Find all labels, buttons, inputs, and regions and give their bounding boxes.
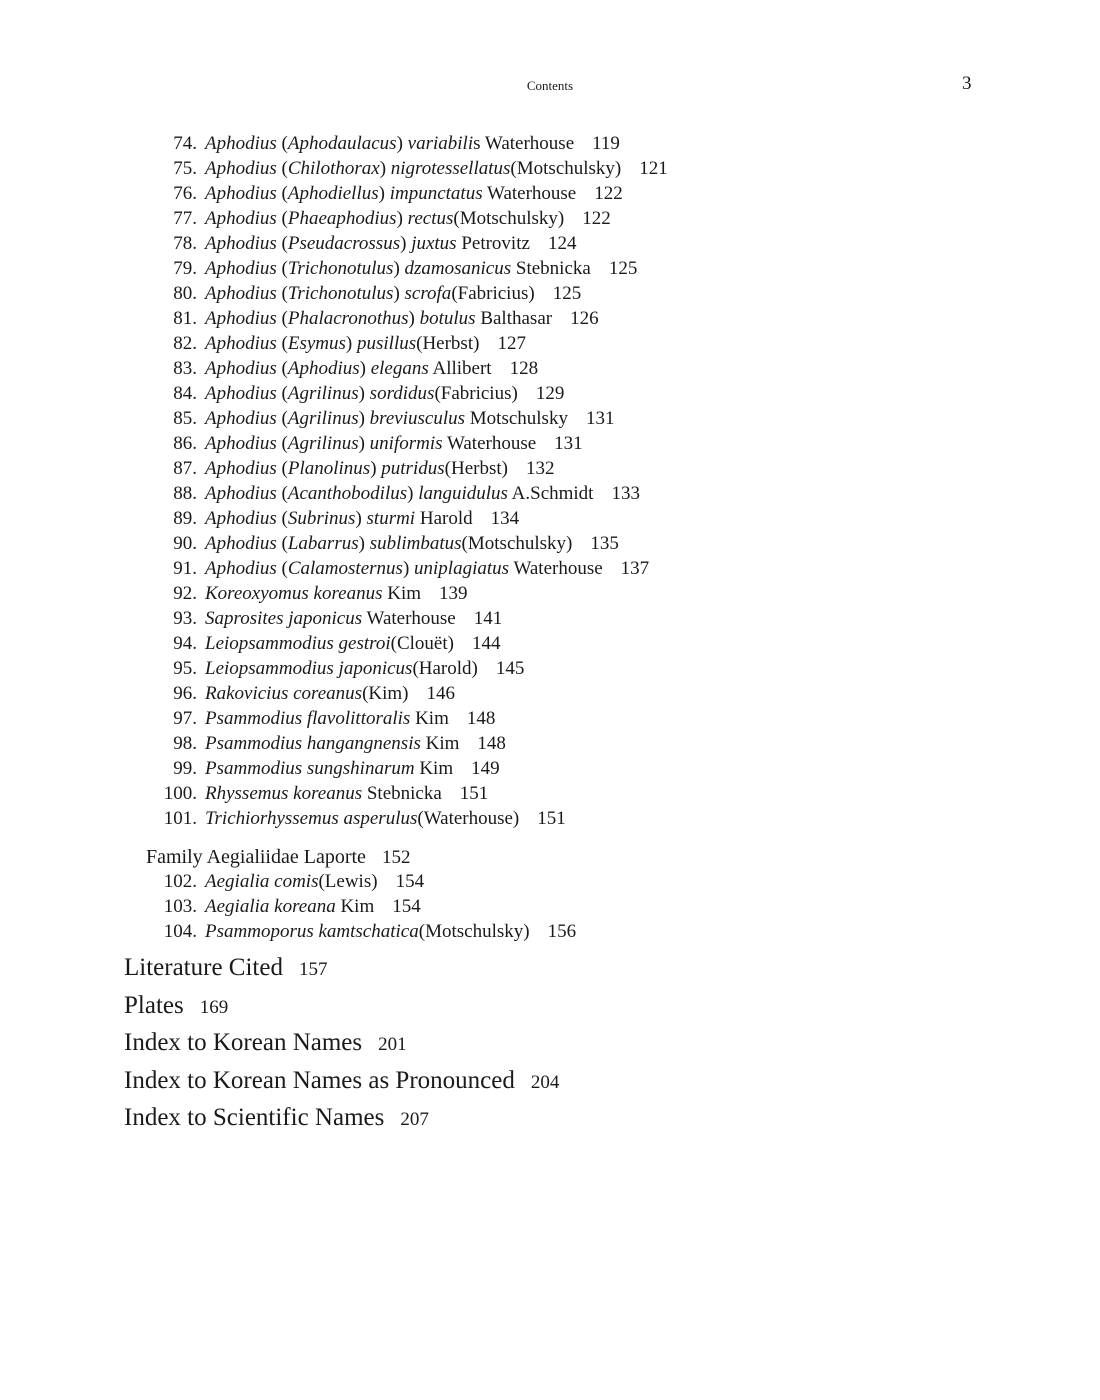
- entry-subgenus: Phalacronothus: [287, 308, 409, 329]
- entry-number: 94.: [173, 633, 197, 654]
- entry-subgenus: Aphodius: [287, 358, 360, 379]
- entry-number: 100.: [163, 783, 197, 804]
- section-label: Index to Korean Names: [124, 1029, 363, 1056]
- entry-genus: Aphodius: [205, 233, 277, 254]
- toc-entry: 74. Aphodius (Aphodaulacus) variabilis Waterhouse 119: [0, 131, 620, 156]
- entry-number: 77.: [173, 208, 197, 229]
- toc-entry: [0, 731, 506, 756]
- entry-author: (Fabricius): [434, 383, 518, 404]
- toc-entry: 84. Aphodius (Agrilinus) sordidus(Fabricius) 129: [0, 381, 564, 406]
- toc-entry: [0, 894, 421, 919]
- entry-species: impunctatus: [389, 183, 483, 204]
- entry-author: (Kim): [362, 683, 409, 704]
- entry-species: japonicus: [288, 608, 363, 629]
- entry-number: 78.: [173, 233, 197, 254]
- entry-species: nigrotessellatus: [390, 158, 511, 179]
- toc-entry: [0, 869, 424, 894]
- entry-page: 154: [395, 871, 425, 892]
- entry-subgenus: Subrinus: [287, 508, 356, 529]
- toc-entry: 88. Aphodius (Acanthobodilus) languidulus A.Schmidt 133: [0, 481, 640, 506]
- entry-page: 146: [426, 683, 455, 704]
- entry-genus: Rhyssemus: [205, 783, 289, 804]
- entry-number: 88.: [173, 483, 197, 504]
- entry-page: 145: [495, 658, 525, 679]
- entry-genus: Psammodius: [205, 708, 303, 729]
- entry-genus: Aphodius: [205, 408, 277, 429]
- entry-page: 156: [547, 921, 577, 942]
- section-label: Index to Scientific Names: [124, 1104, 385, 1131]
- entry-number: 87.: [173, 458, 197, 479]
- entry-number: 91.: [173, 558, 197, 579]
- toc-entry: [0, 806, 566, 831]
- entry-author: Waterhouse: [513, 558, 603, 579]
- page-number: 3: [962, 73, 972, 94]
- toc-entry: 91. Aphodius (Calamosternus) uniplagiatus Waterhouse 137: [0, 556, 649, 581]
- toc-entry: [0, 581, 468, 606]
- entry-subgenus: Chilothorax: [287, 158, 380, 179]
- section-label: Index to Korean Names as Pronounced: [124, 1066, 515, 1094]
- entry-page: 148: [466, 708, 496, 729]
- entry-subgenus: Trichonotulus: [287, 283, 394, 304]
- entry-species: putridus: [381, 458, 445, 479]
- entry-author: Waterhouse: [446, 433, 537, 454]
- entry-species: sordidus: [369, 383, 435, 404]
- entry-page: 151: [537, 808, 566, 829]
- toc-entry: [0, 781, 488, 806]
- toc-entry: [0, 606, 502, 631]
- entry-genus: Aphodius: [205, 508, 277, 529]
- entry-genus: Aphodius: [205, 283, 277, 304]
- entry-number: 97.: [173, 708, 197, 729]
- entry-subgenus: Phaeaphodius: [287, 208, 397, 229]
- entry-species: kamtschatica: [318, 921, 419, 942]
- entry-number: 79.: [173, 258, 197, 279]
- entry-genus: Aphodius: [205, 333, 277, 354]
- entry-page: 144: [471, 633, 501, 654]
- family-heading: [146, 844, 410, 871]
- entry-genus: Aphodius: [205, 158, 277, 179]
- entry-page: 122: [582, 208, 611, 229]
- entry-genus: Psammodius: [205, 758, 303, 779]
- toc-entry: 82. Aphodius (Esymus) pusillus(Herbst) 127: [0, 331, 526, 356]
- entry-subgenus: Esymus: [287, 333, 346, 354]
- entry-genus: Leiopsammodius: [205, 658, 334, 679]
- entry-subgenus: Trichonotulus: [287, 258, 394, 279]
- entry-species: languidulus: [418, 483, 508, 504]
- entry-author: Kim: [425, 733, 460, 754]
- entry-species: botulus: [419, 308, 476, 329]
- entry-subgenus: Labarrus: [287, 533, 359, 554]
- entry-species: japonicus: [338, 658, 413, 679]
- entry-number: 101.: [163, 808, 197, 829]
- entry-genus: Aphodius: [205, 533, 277, 554]
- entry-genus: Aphodius: [205, 433, 277, 454]
- entry-species: flavolittoralis: [306, 708, 411, 729]
- entry-author: (Motschulsky): [453, 208, 565, 229]
- entry-genus: Aphodius: [205, 558, 277, 579]
- toc-entry: 81. Aphodius (Phalacronothus) botulus Balthasar 126: [0, 306, 599, 331]
- toc-section: [124, 991, 228, 1023]
- toc-entry: [0, 756, 500, 781]
- entry-page: 135: [590, 533, 619, 554]
- entry-author: Waterhouse: [366, 608, 456, 629]
- entry-page: 131: [554, 433, 583, 454]
- entry-number: 98.: [173, 733, 197, 754]
- entry-author: Petrovitz: [461, 233, 530, 254]
- entry-species: scrofa: [404, 283, 452, 304]
- entry-page: 154: [392, 896, 421, 917]
- family-page: 152: [381, 847, 411, 868]
- entry-number: 80.: [173, 283, 197, 304]
- entry-page: 132: [525, 458, 555, 479]
- entry-author: Kim: [340, 896, 375, 917]
- entry-subgenus: Aphodiellus: [287, 183, 379, 204]
- entry-genus: Aphodius: [205, 208, 277, 229]
- section-page: 201: [378, 1034, 407, 1055]
- toc-entry: [0, 631, 500, 656]
- entry-page: 121: [639, 158, 668, 179]
- toc-entry: 86. Aphodius (Agrilinus) uniformis Waterhouse 131: [0, 431, 583, 456]
- toc-section: [124, 1066, 559, 1098]
- entry-species: dzamosanicus: [404, 258, 512, 279]
- entry-subgenus: Agrilinus: [287, 408, 359, 429]
- entry-species: uniplagiatus: [414, 558, 510, 579]
- section-label: Plates: [124, 991, 184, 1019]
- entry-author: (Waterhouse): [417, 808, 520, 829]
- entry-page: 122: [594, 183, 623, 204]
- entry-page: 137: [620, 558, 650, 579]
- toc-entry: 75. Aphodius (Chilothorax) nigrotessellatus(Motschulsky) 121: [0, 156, 668, 181]
- entry-genus: Aphodius: [205, 358, 277, 379]
- toc-entry: 77. Aphodius (Phaeaphodius) rectus(Motschulsky) 122: [0, 206, 611, 231]
- entry-author: Kim: [415, 708, 449, 729]
- entry-genus: Aphodius: [205, 258, 277, 279]
- entry-genus: Saprosites: [205, 608, 284, 629]
- entry-number: 104.: [163, 921, 197, 942]
- entry-number: 84.: [173, 383, 197, 404]
- toc-entry: 76. Aphodius (Aphodiellus) impunctatus Waterhouse 122: [0, 181, 623, 206]
- toc-entry: 79. Aphodius (Trichonotulus) dzamosanicus Stebnicka 125: [0, 256, 637, 281]
- entry-page: 124: [547, 233, 577, 254]
- toc-entry: 80. Aphodius (Trichonotulus) scrofa(Fabricius) 125: [0, 281, 581, 306]
- toc-entry: 89. Aphodius (Subrinus) sturmi Harold 134: [0, 506, 519, 531]
- entry-species: elegans: [370, 358, 429, 379]
- entry-genus: Aegialia: [205, 896, 270, 917]
- entry-species: pusillus: [357, 333, 417, 354]
- entry-author: (Clouët): [390, 633, 454, 654]
- entry-species: koreanus: [293, 783, 363, 804]
- entry-genus: Aphodius: [205, 483, 277, 504]
- entry-genus: Psammoporus: [205, 921, 314, 942]
- toc-entry: [0, 656, 524, 681]
- entry-page: 148: [477, 733, 506, 754]
- toc-entry: [0, 681, 455, 706]
- entry-page: 141: [473, 608, 503, 629]
- entry-author: (Lewis): [318, 871, 378, 892]
- entry-genus: Aphodius: [205, 133, 277, 154]
- section-page: 204: [530, 1071, 560, 1093]
- entry-number: 83.: [173, 358, 197, 379]
- toc-entry: 85. Aphodius (Agrilinus) breviusculus Motschulsky 131: [0, 406, 614, 431]
- entry-page: 139: [439, 583, 468, 604]
- entry-page: 129: [535, 383, 565, 404]
- entry-species: juxtus: [411, 233, 457, 254]
- section-page: 157: [298, 959, 328, 980]
- entry-number: 75.: [173, 158, 197, 179]
- entry-number: 92.: [173, 583, 197, 604]
- entry-author: (Harold): [412, 658, 478, 679]
- entry-number: 95.: [173, 658, 197, 679]
- entry-number: 90.: [173, 533, 197, 554]
- entry-page: 131: [585, 408, 615, 429]
- entry-author: Balthasar: [480, 308, 553, 329]
- entry-subgenus: Acanthobodilus: [287, 483, 408, 504]
- entry-species: sublimbatus: [369, 533, 462, 554]
- entry-species: uniformis: [369, 433, 443, 454]
- entry-number: 89.: [173, 508, 197, 529]
- entry-page: 125: [608, 258, 638, 279]
- entry-author: (Motschulsky): [461, 533, 573, 554]
- entry-page: 119: [592, 133, 620, 154]
- entry-page: 149: [471, 758, 500, 779]
- entry-number: 93.: [173, 608, 197, 629]
- toc-entry: 83. Aphodius (Aphodius) elegans Allibert 128: [0, 356, 538, 381]
- entry-subgenus: Aphodaulacus: [287, 133, 397, 154]
- entry-number: 86.: [173, 433, 197, 454]
- entry-page: 127: [497, 333, 526, 354]
- entry-species: asperulus: [343, 808, 418, 829]
- entry-species: sturmi: [366, 508, 416, 529]
- entry-number: 81.: [173, 308, 197, 329]
- entry-number: 102.: [163, 871, 197, 892]
- entry-number: 74.: [173, 133, 197, 154]
- entry-subgenus: Agrilinus: [287, 433, 359, 454]
- entry-subgenus: Calamosternus: [287, 558, 403, 579]
- toc-section: [124, 953, 327, 985]
- entry-page: 128: [509, 358, 539, 379]
- entry-author: Kim: [419, 758, 454, 779]
- toc-section: [124, 1103, 429, 1135]
- entry-species: variabili: [407, 133, 474, 154]
- entry-subgenus: Agrilinus: [287, 383, 359, 404]
- entry-genus: Aegialia: [205, 871, 270, 892]
- entry-genus: Aphodius: [205, 308, 277, 329]
- entry-page: 134: [490, 508, 520, 529]
- entry-author: (Herbst): [416, 333, 480, 354]
- entry-genus: Aphodius: [205, 383, 277, 404]
- entry-genus: Psammodius: [205, 733, 303, 754]
- toc-entry: 90. Aphodius (Labarrus) sublimbatus(Motschulsky) 135: [0, 531, 619, 556]
- toc-entry: [0, 919, 576, 944]
- entry-author: A.Schmidt: [511, 483, 594, 504]
- entry-author: Stebnicka: [366, 783, 442, 804]
- entry-genus: Rakovicius: [205, 683, 289, 704]
- entry-page: 133: [611, 483, 640, 504]
- entry-genus: Trichiorhyssemus: [205, 808, 339, 829]
- entry-author: s Waterhouse: [473, 133, 575, 154]
- entry-species: sungshinarum: [306, 758, 415, 779]
- entry-author: (Fabricius): [451, 283, 535, 304]
- entry-number: 85.: [173, 408, 197, 429]
- entry-number: 76.: [173, 183, 197, 204]
- entry-genus: Koreoxyomus: [205, 583, 309, 604]
- entry-author: (Herbst): [444, 458, 508, 479]
- entry-number: 96.: [173, 683, 197, 704]
- entry-number: 99.: [173, 758, 197, 779]
- toc-entry: [0, 706, 495, 731]
- entry-page: 151: [459, 783, 489, 804]
- entry-species: comis: [274, 871, 319, 892]
- running-header-title: Contents: [526, 78, 574, 93]
- entry-subgenus: Planolinus: [287, 458, 371, 479]
- entry-author: Allibert: [432, 358, 492, 379]
- entry-species: hangangnensis: [306, 733, 421, 754]
- entry-species: koreanus: [313, 583, 383, 604]
- entry-species: koreana: [274, 896, 336, 917]
- section-page: 207: [400, 1109, 429, 1130]
- entry-author: (Motschulsky): [418, 921, 530, 942]
- entry-author: Waterhouse: [487, 183, 577, 204]
- entry-subgenus: Pseudacrossus: [287, 233, 401, 254]
- entry-author: Harold: [419, 508, 473, 529]
- entry-species: breviusculus: [369, 408, 466, 429]
- entry-genus: Leiopsammodius: [205, 633, 334, 654]
- toc-section: [124, 1028, 407, 1060]
- toc-entry: 87. Aphodius (Planolinus) putridus(Herbst) 132: [0, 456, 554, 481]
- entry-page: 126: [570, 308, 599, 329]
- family-label: Family Aegialiidae Laporte: [146, 846, 366, 868]
- entry-species: coreanus: [293, 683, 363, 704]
- section-page: 169: [199, 996, 229, 1018]
- entry-genus: Aphodius: [205, 458, 277, 479]
- entry-species: gestroi: [338, 633, 391, 654]
- section-label: Literature Cited: [124, 954, 283, 981]
- entry-author: (Motschulsky): [510, 158, 622, 179]
- entry-species: rectus: [407, 208, 454, 229]
- entry-page: 125: [552, 283, 582, 304]
- entry-author: Kim: [387, 583, 422, 604]
- entry-author: Motschulsky: [469, 408, 568, 429]
- entry-genus: Aphodius: [205, 183, 277, 204]
- entry-number: 82.: [173, 333, 197, 354]
- toc-entry: 78. Aphodius (Pseudacrossus) juxtus Petrovitz 124: [0, 231, 576, 256]
- entry-author: Stebnicka: [515, 258, 591, 279]
- entry-number: 103.: [163, 896, 197, 917]
